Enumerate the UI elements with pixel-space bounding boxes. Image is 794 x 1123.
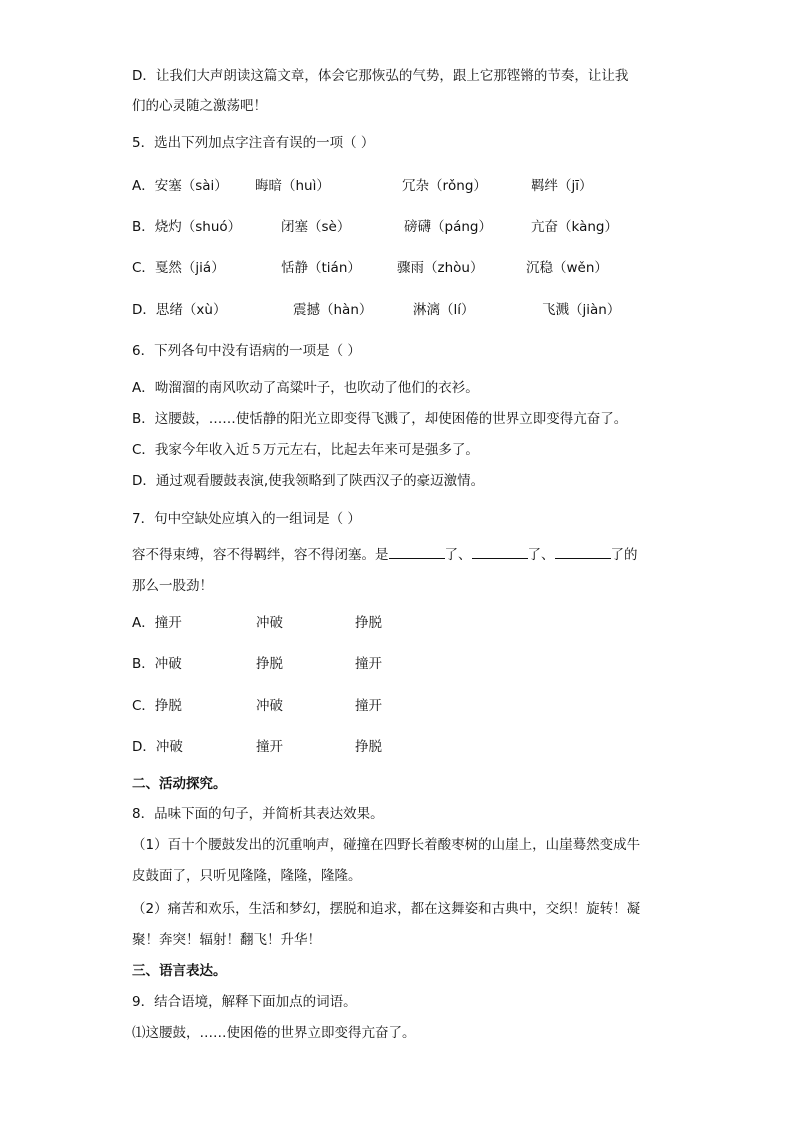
q5-d-item4: 飞溅（jiàn） — [542, 302, 621, 318]
q9-item-1: ⑴这腰鼓，……使困倦的世界立即变得亢奋了。 — [132, 1025, 416, 1041]
q5-b-item1: B．烧灼（shuó） — [132, 219, 242, 235]
q6-option-d: D．通过观看腰鼓表演,使我领略到了陕西汉子的豪迈激情。 — [132, 473, 485, 489]
q7-c-item1: C．挣脱 — [132, 698, 182, 714]
q5-a-item1: A．安塞（sài） — [132, 178, 228, 194]
q4-option-d-line2: 们的心灵随之激荡吧！ — [132, 98, 267, 114]
q8-sentence-1-line2: 皮鼓面了，只听见隆隆，隆隆，隆隆。 — [132, 868, 362, 884]
q5-b-item2: 闭塞（sè） — [281, 219, 351, 235]
q5-c-item4: 沉稳（wěn） — [526, 260, 608, 276]
q6-option-a: A．呦溜溜的南风吹动了高粱叶子，也吹动了他们的衣衫。 — [132, 380, 479, 396]
q7-b-item2: 挣脱 — [256, 656, 283, 672]
section-3-heading: 三、语言表达。 — [132, 963, 227, 979]
q7-blank-2[interactable] — [472, 546, 528, 559]
q9-stem: 9．结合语境，解释下面加点的词语。 — [132, 994, 357, 1010]
q8-sentence-1-line1: （1）百十个腰鼓发出的沉重响声，碰撞在四野长着酸枣树的山崖上，山崖蓦然变成牛 — [132, 837, 641, 853]
q7-a-item1: A．撞开 — [132, 615, 182, 631]
q7-sentence-text: 容不得束缚，容不得羁绊，容不得闭塞。是 — [132, 547, 389, 563]
q7-a-item3: 挣脱 — [355, 615, 382, 631]
q7-c-item2: 冲破 — [256, 698, 283, 714]
q7-stem: 7．句中空缺处应填入的一组词是（ ） — [132, 511, 361, 527]
q7-blank-1[interactable] — [389, 546, 445, 559]
q4-option-d-line1: D．让我们大声朗读这篇文章，体会它那恢弘的气势，跟上它那铿锵的节奏，让让我 — [132, 68, 629, 84]
q7-sentence-line2: 那么一股劲！ — [132, 578, 213, 594]
q5-d-item1: D．思绪（xù） — [132, 302, 227, 318]
q7-c-item3: 撞开 — [355, 698, 382, 714]
q5-b-item3: 磅礴（páng） — [404, 219, 492, 235]
q8-sentence-2-line2: 聚！奔突！辐射！翻飞！升华！ — [132, 932, 321, 948]
q5-c-item1: C．戛然（jiá） — [132, 260, 225, 276]
q6-stem: 6．下列各句中没有语病的一项是（ ） — [132, 343, 361, 359]
q5-a-item2: 晦暗（huì） — [255, 178, 330, 194]
q5-c-item2: 恬静（tián） — [281, 260, 361, 276]
q7-a-item2: 冲破 — [256, 615, 283, 631]
q7-b-item1: B．冲破 — [132, 656, 182, 672]
section-2-heading: 二、活动探究。 — [132, 776, 227, 792]
q8-stem: 8．品味下面的句子，并简析其表达效果。 — [132, 806, 384, 822]
q5-b-item4: 亢奋（kàng） — [531, 219, 618, 235]
q8-sentence-2-line1: （2）痛苦和欢乐，生活和梦幻，摆脱和追求，都在这舞姿和古典中，交织！旋转！凝 — [132, 901, 641, 917]
q7-b-item3: 撞开 — [355, 656, 382, 672]
q5-d-item2: 震撼（hàn） — [293, 302, 373, 318]
q7-sep-1: 了、 — [444, 547, 472, 563]
q7-sep-3: 了的 — [610, 547, 638, 563]
q5-d-item3: 淋漓（lí） — [413, 302, 475, 318]
q5-c-item3: 骤雨（zhòu） — [397, 260, 484, 276]
q6-option-b: B．这腰鼓，……使恬静的阳光立即变得飞溅了，却使困倦的世界立即变得亢奋了。 — [132, 411, 628, 427]
q7-blank-3[interactable] — [555, 546, 611, 559]
q6-option-c: C．我家今年收入近５万元左右，比起去年来可是强多了。 — [132, 442, 479, 458]
q7-sentence-line1 — [132, 546, 638, 564]
q7-d-item3: 挣脱 — [355, 739, 382, 755]
q5-a-item3: 冗杂（rǒng） — [402, 178, 487, 194]
q7-d-item1: D．冲破 — [132, 739, 183, 755]
q5-stem: 5．选出下列加点字注音有误的一项（ ） — [132, 135, 375, 151]
q7-d-item2: 撞开 — [256, 739, 283, 755]
q7-sep-2: 了、 — [527, 547, 555, 563]
q5-a-item4: 羁绊（jī） — [531, 178, 593, 194]
